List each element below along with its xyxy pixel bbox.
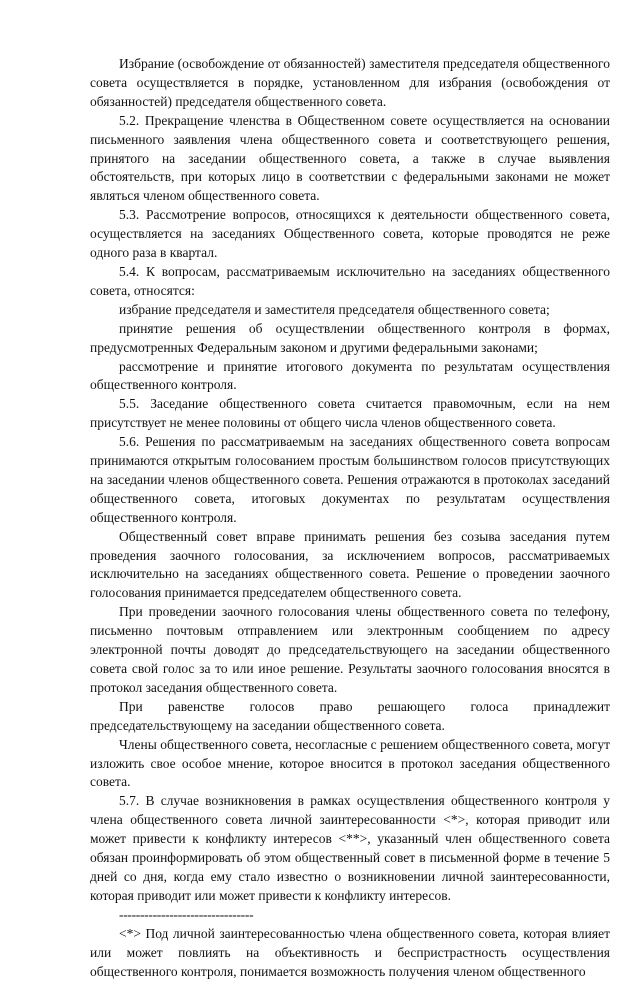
paragraph-5-7: 5.7. В случае возникновения в рамках осуществления общественного контроля у члена общественного совета личной заинтересованности <*>, которая приводит или может привести к конфликту интересов <**>, указанный член общественного совета обязан проинформировать об этом общественный совет в письменной форме в течение 5 дней со дня, когда ему стало известно о возникновении личной заинтересованности, которая приводит или может привести к конфликту интересов.	[90, 793, 610, 903]
list-item-election: избрание председателя и заместителя председателя общественного совета;	[119, 301, 550, 317]
paragraph-absentee-procedure: При проведении заочного голосования члены общественного совета по телефону, письменно почтовым отправлением или электронным сообщением по адресу электронной почты доводят до председательствующего на заседании общественного совета свой голос за то или иное решение. Результаты заочного голосования вносятся в протокол заседания общественного совета.	[90, 604, 610, 695]
paragraph-5-4: 5.4. К вопросам, рассматриваемым исключительно на заседаниях общественного совета, относятся:	[90, 263, 610, 298]
paragraph-5-2: 5.2. Прекращение членства в Общественном совете осуществляется на основании письменного заявления члена общественного совета и соответствующего решения, принятого на заседании общественного совета, а также в случае выявления обстоятельств, при которых лицо в соответствии с федеральными законами не может являться членом общественного совета.	[90, 112, 610, 204]
document-page	[90, 55, 610, 981]
paragraph-dissenting-opinion: Члены общественного совета, несогласные с решением общественного совета, могут изложить свое особое мнение, которое вносится в протокол заседания общественного совета.	[90, 736, 610, 790]
list-item-control-decision: принятие решения об осуществлении общественного контроля в формах, предусмотренных Федеральным законом и другими федеральными законами;	[90, 320, 610, 355]
paragraph-5-6: 5.6. Решения по рассматриваемым на заседаниях общественного совета вопросам принимаются открытым голосованием простым большинством голосов присутствующих на заседании членов общественного совета. Решения отражаются в протоколах заседаний общественного совета, итоговых документах по результатам осуществления общественного контроля.	[90, 434, 610, 525]
paragraph-5-5: 5.5. Заседание общественного совета считается правомочным, если на нем присутствует не менее половины от общего числа членов общественного совета.	[90, 396, 610, 431]
list-item-final-document: рассмотрение и принятие итогового документа по результатам осуществления общественного контроля.	[90, 358, 610, 393]
paragraph-absentee-voting: Общественный совет вправе принимать решения без созыва заседания путем проведения заочного голосования, за исключением вопросов, рассматриваемых исключительно на заседаниях общественного совета. Решение о проведении заочного голосования принимается председателем общественного совета.	[90, 528, 610, 601]
footnote-personal-interest: <*> Под личной заинтересованностью члена общественного совета, которая влияет или может повлиять на объективность и беспристрастность осуществления общественного контроля, понимается возможность получения членом общественного	[90, 925, 610, 979]
paragraph-5-1-continuation: Избрание (освобождение от обязанностей) заместителя председателя общественного совета осуществляется в порядке, установленном для избрания (освобождения от обязанностей) председателя общественного совета.	[90, 56, 610, 109]
paragraph-5-3: 5.3. Рассмотрение вопросов, относящихся к деятельности общественного совета, осуществляется на заседаниях Общественного совета, которые проводятся не реже одного раза в квартал.	[90, 207, 610, 261]
footnote-divider: --------------------------------	[119, 906, 254, 922]
paragraph-tie-vote: При равенстве голосов право решающего голоса принадлежит председательствующему на заседании общественного совета.	[90, 698, 610, 733]
